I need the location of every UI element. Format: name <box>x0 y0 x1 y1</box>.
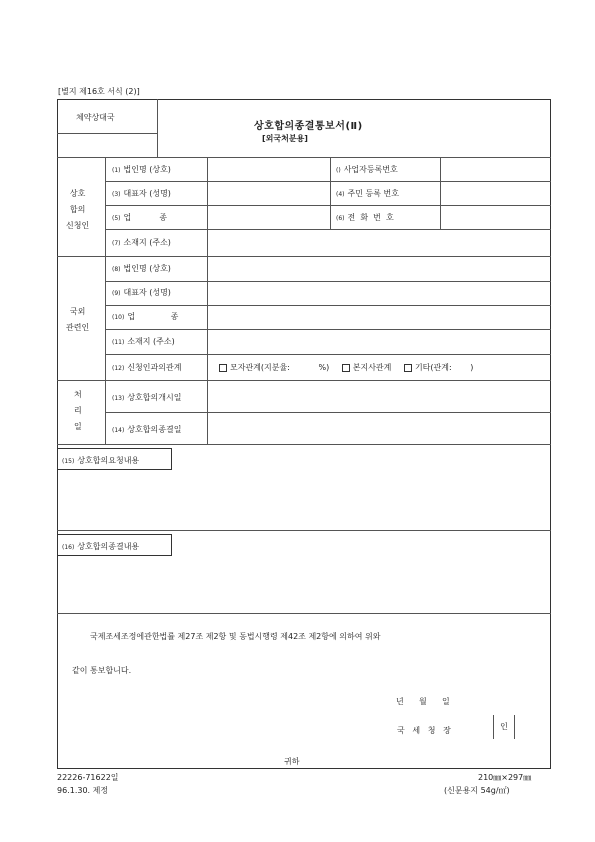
field-applicant-rep: (3) 대표자 (성명) <box>112 189 171 198</box>
page-title: 상호합의종결통보서(Ⅱ) <box>254 121 363 132</box>
section-related-label: 국외 관련인 <box>66 307 90 332</box>
date-line: 년 월 일 <box>396 697 450 706</box>
section-applicant-label: 상호 합의 신청인 <box>66 189 90 230</box>
notice-text-line1: 국제조세조정에관한법률 제27조 제2항 및 동법시행령 제42조 제2항에 의하여 위와 <box>90 632 381 641</box>
notice-text-line2: 같이 통보합니다. <box>72 666 132 675</box>
field-relationship: (12) 신청인과의관계 <box>112 363 182 372</box>
field-resident-reg-no: (4) 주민 등록 번호 <box>336 189 399 198</box>
field-applicant-address: (7) 소재지 (주소) <box>112 238 171 247</box>
field-end-date: (14) 상호합의종결일 <box>112 425 182 434</box>
footer-doc-number: 22226-71622일 <box>57 773 119 782</box>
field-conclusion-content: (16) 상호합의종결내용 <box>62 542 140 551</box>
footer-paper-size: 210㎜×297㎜ <box>478 773 532 782</box>
issuer: 국 세 청 장 <box>397 726 451 735</box>
footer-enactment: 96.1.30. 제정 <box>57 786 109 795</box>
section-processing-label: 처 리 일 <box>74 390 82 431</box>
field-start-date: (13) 상호합의개시일 <box>112 393 182 402</box>
field-related-name: (8) 법인명 (상호) <box>112 264 171 273</box>
parent-sub-checkbox[interactable] <box>219 364 227 372</box>
field-related-rep: (9) 대표자 (성명) <box>112 288 171 297</box>
field-applicant-name: (1) 법인명 (상호) <box>112 165 171 174</box>
other-checkbox[interactable] <box>404 364 412 372</box>
form-code: [별지 제16호 서식 (2)] <box>58 87 140 96</box>
agency-tab: 체약상대국 <box>76 113 115 122</box>
field-applicant-business: (5) 업 종 <box>112 213 167 222</box>
branch-checkbox[interactable] <box>342 364 350 372</box>
field-request-content: (15) 상호합의요청내용 <box>62 456 140 465</box>
field-business-reg-no: () 사업자등록번호 <box>336 165 398 174</box>
subtitle: [외국처분용] <box>262 134 308 143</box>
relation-options: 모자관계(지분율: %) 본지사관계 기타(관계: ) <box>219 362 473 373</box>
field-related-address: (11) 소재지 (주소) <box>112 337 175 346</box>
footer-paper-type: (신문용지 54g/㎡) <box>444 786 510 795</box>
seal-mark: 인 <box>493 715 515 739</box>
field-phone: (6) 전 화 번 호 <box>336 213 394 222</box>
addressee: 귀하 <box>284 757 300 766</box>
field-related-business: (10) 업 종 <box>112 312 179 321</box>
